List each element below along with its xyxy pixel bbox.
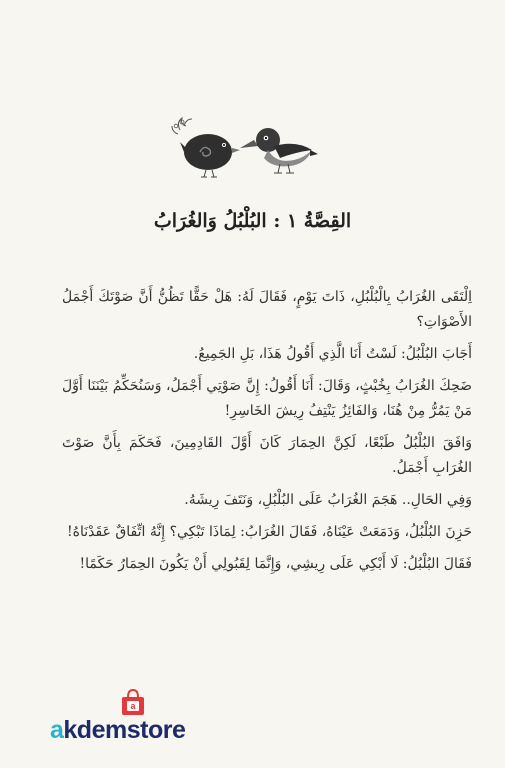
shopping-bag-icon [120,688,146,716]
nightingale-icon [172,118,240,177]
story-paragraph: فَقَالَ البُلْبُلُ: لَا أَبْكِي عَلَى رِيشِي، وَإِنَّمَا لِقَبُولِي أَنْ يَكُونَ الحِمَارُ حَكَمًا! [79,556,472,572]
logo-wordmark: akdemstore [50,716,186,744]
story-title: القِصَّةُ ١ : البُلْبُلُ وَالغُرَابُ [153,210,352,232]
story-paragraph: وَافَقَ البُلْبُلُ طَبْعًا، لَكِنَّ الحِمَارَ كَانَ أَوَّلَ القَادِمِينَ، فَحَكَمَ بِأَنَّ صَوْتَ الغُرَابِ أَجْمَلُ. [62,435,472,476]
story-paragraph: ضَحِكَ الغُرَابُ بِخُبْثٍ، وَقَالَ: أَنَا أَقُولُ: إِنَّ صَوْتِي أَجْمَلُ، وَسَنُحَكِّمُ بَيْنَنَا أَوَّلَ مَنْ يَمُرُّ مِنْ هُنَا، وَالفَائِزُ يَنْتِفُ رِيشَ الخَاسِرِ! [62,378,472,419]
story-paragraph: وَفِي الحَالِ.. هَجَمَ الغُرَابُ عَلَى البُلْبُلِ، وَنَتَفَ رِيشَهُ. [184,492,472,508]
story-paragraph: أَجَابَ البُلْبُلُ: لَسْتُ أَنَا الَّذِي أَقُولُ هَذَا، بَلِ الجَمِيعُ. [193,346,472,362]
birds-illustration [170,112,320,180]
story-paragraph: حَزِنَ البُلْبُلُ، وَدَمَعَتْ عَيْنَاهُ، فَقَالَ الغُرَابُ: لِمَاذَا تَبْكِي؟ إِنَّهُ اتِّفَاقٌ عَقَدْنَاهُ! [67,524,472,540]
svg-text:a: a [130,701,136,711]
crow-icon [240,128,318,173]
story-body [62,285,472,584]
story-paragraph: اِلْتَقَى الغُرَابُ بِالْبُلْبُلِ، ذَاتَ يَوْمٍ، فَقَالَ لَهُ: هَلْ حَقًّا تَظُنُّ أَنَّ صَوْتَكَ أَجْمَلُ الأَصْوَاتِ؟ [62,289,472,330]
akdemstore-logo [50,690,250,750]
